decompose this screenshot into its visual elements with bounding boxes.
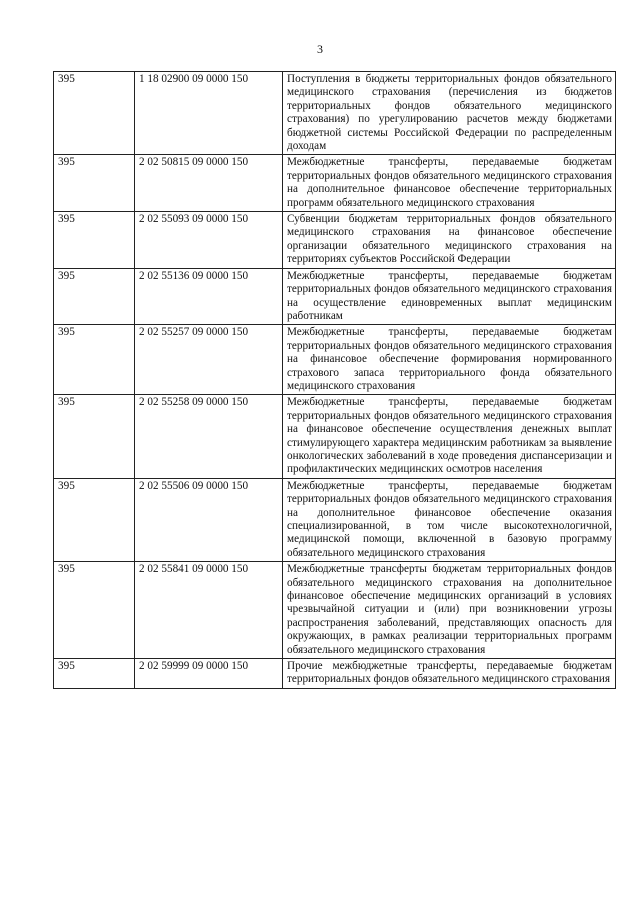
budget-code-cell: 2 02 55257 09 0000 150 (135, 325, 283, 395)
budget-code-cell: 1 18 02900 09 0000 150 (135, 72, 283, 155)
admin-code-cell: 395 (54, 659, 135, 689)
description-cell: Прочие межбюджетные трансферты, передаваемые бюджетам территориальных фондов обязательного медицинского страхования (283, 659, 616, 689)
budget-code-cell: 2 02 55506 09 0000 150 (135, 478, 283, 561)
description-cell: Межбюджетные трансферты, передаваемые бюджетам территориальных фондов обязательного медицинского страхования на финансовое обеспечение формирования нормированного страхового запаса территориального фонда обязательного медицинского страхования (283, 325, 616, 395)
description-cell: Субвенции бюджетам территориальных фондов обязательного медицинского страхования на финансовое обеспечение организации обязательного медицинского страхования на территориях субъектов Российской Федерации (283, 212, 616, 269)
table-row (54, 268, 616, 325)
admin-code-cell: 395 (54, 478, 135, 561)
budget-code-cell: 2 02 55093 09 0000 150 (135, 212, 283, 269)
table-row (54, 478, 616, 561)
description-cell: Поступления в бюджеты территориальных фондов обязательного медицинского страхования (перечисления из бюджетов территориальных фондов обязательного медицинского страхования) по урегулированию расчетов между бюджетами бюджетной системы Российской Федерации по распределенным доходам (283, 72, 616, 155)
admin-code-cell: 395 (54, 395, 135, 478)
table-row (54, 72, 616, 155)
admin-code-cell: 395 (54, 325, 135, 395)
table-row (54, 212, 616, 269)
table-row (54, 562, 616, 659)
budget-code-cell: 2 02 55136 09 0000 150 (135, 268, 283, 325)
description-cell: Межбюджетные трансферты бюджетам территориальных фондов обязательного медицинского страхования на дополнительное финансовое обеспечение медицинских организаций в условиях чрезвычайной ситуации и (или) при возникновении угрозы распространения заболеваний, представляющих опасность для окружающих, в рамках реализации территориальных программ обязательного медицинского страхования (283, 562, 616, 659)
table-row (54, 325, 616, 395)
revenue-codes-table (53, 71, 616, 689)
admin-code-cell: 395 (54, 562, 135, 659)
admin-code-cell: 395 (54, 268, 135, 325)
budget-code-cell: 2 02 59999 09 0000 150 (135, 659, 283, 689)
table-row (54, 155, 616, 212)
budget-code-cell: 2 02 55841 09 0000 150 (135, 562, 283, 659)
description-cell: Межбюджетные трансферты, передаваемые бюджетам территориальных фондов обязательного медицинского страхования на дополнительное финансовое обеспечение оказания специализированной, в том числе высокотехнологичной, медицинской помощи, включенной в базовую программу обязательного медицинского страхования (283, 478, 616, 561)
budget-code-cell: 2 02 50815 09 0000 150 (135, 155, 283, 212)
admin-code-cell: 395 (54, 72, 135, 155)
description-cell: Межбюджетные трансферты, передаваемые бюджетам территориальных фондов обязательного медицинского страхования на осуществление единовременных выплат медицинским работникам (283, 268, 616, 325)
admin-code-cell: 395 (54, 212, 135, 269)
description-cell: Межбюджетные трансферты, передаваемые бюджетам территориальных фондов обязательного медицинского страхования на дополнительное финансовое обеспечение территориальных программ обязательного медицинского страхования (283, 155, 616, 212)
table-row (54, 659, 616, 689)
budget-code-cell: 2 02 55258 09 0000 150 (135, 395, 283, 478)
page-number: 3 (317, 42, 323, 56)
table-row (54, 395, 616, 478)
admin-code-cell: 395 (54, 155, 135, 212)
description-cell: Межбюджетные трансферты, передаваемые бюджетам территориальных фондов обязательного медицинского страхования на финансовое обеспечение осуществления денежных выплат стимулирующего характера медицинским работникам за выявление онкологических заболеваний в ходе проведения диспансеризации и профилактических медицинских осмотров населения (283, 395, 616, 478)
